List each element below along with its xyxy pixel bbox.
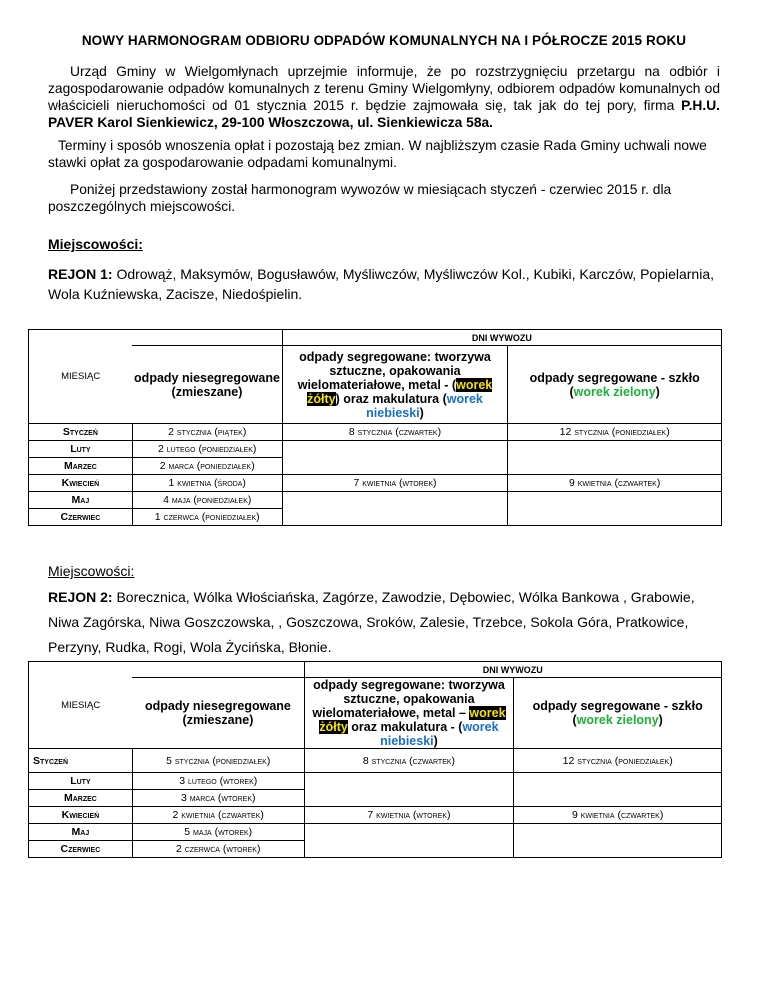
segregated-date-cell (304, 773, 514, 807)
region-1-places: Odrowąż, Maksymów, Bogusławów, Myśliwczów, Myśliwczów Kol., Kubiki, Karczów, Popielarnia, Wola Kuźniewska, Zacisze, Niedośpielin. (48, 266, 715, 302)
yellow-bag-label: worek żółty (319, 706, 506, 734)
region-1-description (48, 264, 720, 304)
glass-date-cell (508, 492, 722, 526)
pickup-days-header: DNI WYWOZU (304, 662, 721, 678)
glass-date-cell: 12 stycznia (poniedziałek) (508, 424, 722, 441)
month-header: MIESIĄC (29, 330, 133, 424)
pickup-days-header: DNI WYWOZU (282, 330, 721, 346)
glass-date-cell: 9 kwietnia (czwartek) (514, 807, 722, 824)
region-2-description (48, 585, 720, 660)
mixed-date-cell: 2 lutego (poniedziałek) (132, 441, 282, 458)
region-2-label: REJON 2: (48, 589, 113, 605)
schedule-table-region-1 (28, 329, 722, 526)
month-cell: Kwiecień (29, 475, 133, 492)
glass-waste-header: odpady segregowane - szkło (worek zielony) (514, 678, 722, 749)
segregated-date-cell (282, 492, 508, 526)
region-1-label: REJON 1: (48, 266, 113, 282)
month-cell: Luty (29, 773, 133, 790)
segregated-waste-header: odpady segregowane: tworzywa sztuczne, opakowania wielomateriałowe, metal – worek żółty oraz makulatura - (worek niebieski) (304, 678, 514, 749)
table-row (29, 773, 722, 790)
month-cell: Kwiecień (29, 807, 133, 824)
locations-heading-2: Miejscowości: (48, 563, 135, 579)
glass-date-cell (514, 773, 722, 807)
segregated-date-cell (282, 441, 508, 475)
mixed-date-cell: 1 czerwca (poniedziałek) (132, 509, 282, 526)
yellow-bag-label: worek żółty (307, 377, 493, 406)
blue-bag-label: worek niebieski (366, 391, 483, 420)
glass-waste-header: odpady segregowane - szkło (worek zielony) (508, 346, 722, 424)
month-header: MIESIĄC (29, 662, 133, 749)
month-cell: Marzec (29, 790, 133, 807)
fees-paragraph: Terminy i sposób wnoszenia opłat i pozostają bez zmian. W najbliższym czasie Rada Gminy uchwali nowe stawki opłat za gospodarowanie odpadami komunalnymi. (48, 138, 707, 170)
intro-text: Urząd Gminy w Wielgomłynach uprzejmie informuje, że po rozstrzygnięciu przetargu na odbiór i zagospodarowanie odpadów komunalnych z terenu Gminy Wielgomłyny, odbiorem odpadów komunalnych od właścicieli nieruchomości od 01 stycznia 2015 r. będzie zajmowała się, tak jak do tej pory, firma (48, 64, 720, 113)
month-cell: Maj (29, 824, 133, 841)
glass-date-cell (508, 441, 722, 475)
region-2-places-line-1: Borecznica, Wólka Włościańska, Zagórze, Zawodzie, Dębowiec, Wólka Bankowa , Grabowie, (116, 589, 695, 605)
mixed-waste-header: odpady niesegregowane (zmieszane) (132, 346, 282, 424)
month-cell: Styczeń (29, 424, 133, 441)
segregated-waste-header: odpady segregowane: tworzywa sztuczne, opakowania wielomateriałowe, metal - (worek żółty) oraz makulatura (worek niebieski) (282, 346, 508, 424)
mixed-date-cell: 3 lutego (wtorek) (132, 773, 304, 790)
mixed-date-cell: 3 marca (wtorek) (132, 790, 304, 807)
intro-paragraph (48, 63, 720, 131)
green-bag-label: worek zielony (573, 384, 656, 399)
mixed-date-cell: 1 kwietnia (środa) (132, 475, 282, 492)
mixed-date-cell: 2 marca (poniedziałek) (132, 458, 282, 475)
table-row (29, 475, 722, 492)
month-cell: Styczeń (29, 749, 133, 773)
schedule-table-region-2 (28, 661, 722, 858)
green-bag-label: worek zielony (576, 713, 659, 727)
table-row (29, 824, 722, 841)
mixed-date-cell: 2 stycznia (piątek) (132, 424, 282, 441)
locations-heading-1: Miejscowości: (48, 236, 143, 252)
month-cell: Maj (29, 492, 133, 509)
glass-date-cell: 12 stycznia (poniedziałek) (514, 749, 722, 773)
region-2-places-line-3: Perzyny, Rudka, Rogi, Wola Życińska, Błonie. (48, 639, 332, 655)
segregated-date-cell (304, 824, 514, 858)
mixed-date-cell: 5 maja (wtorek) (132, 824, 304, 841)
glass-date-cell: 9 kwietnia (czwartek) (508, 475, 722, 492)
segregated-date-cell: 7 kwietnia (wtorek) (304, 807, 514, 824)
table-row (29, 807, 722, 824)
month-cell: Czerwiec (29, 509, 133, 526)
table-row (29, 424, 722, 441)
month-cell: Marzec (29, 458, 133, 475)
month-cell: Luty (29, 441, 133, 458)
blue-bag-label: worek niebieski (380, 720, 499, 748)
segregated-date-cell: 8 stycznia (czwartek) (282, 424, 508, 441)
mixed-date-cell: 2 czerwca (wtorek) (132, 841, 304, 858)
region-2-places-line-2: Niwa Zagórska, Niwa Goszczowska, , Goszczowa, Sroków, Zalesie, Trzebce, Sokola Góra, Pratkowice, (48, 614, 689, 630)
month-cell: Czerwiec (29, 841, 133, 858)
segregated-date-cell: 8 stycznia (czwartek) (304, 749, 514, 773)
table-row (29, 749, 722, 773)
table-row (29, 492, 722, 509)
mixed-date-cell: 5 stycznia (poniedziałek) (132, 749, 304, 773)
document-title: NOWY HARMONOGRAM ODBIORU ODPADÓW KOMUNALNYCH NA I PÓŁROCZE 2015 ROKU (81, 33, 687, 48)
glass-date-cell (514, 824, 722, 858)
schedule-intro-paragraph: Poniżej przedstawiony został harmonogram wywozów w miesiącach styczeń - czerwiec 2015 r. dla poszczególnych miejscowości. (48, 182, 672, 214)
mixed-date-cell: 2 kwietnia (czwartek) (132, 807, 304, 824)
company-name: P.H.U. PAVER Karol Sienkiewicz, 29-100 Włoszczowa, ul. Sienkiewicza 58a. (48, 98, 720, 130)
mixed-date-cell: 4 maja (poniedziałek) (132, 492, 282, 509)
table-row (29, 441, 722, 458)
mixed-waste-header: odpady niesegregowane (zmieszane) (132, 678, 304, 749)
segregated-date-cell: 7 kwietnia (wtorek) (282, 475, 508, 492)
